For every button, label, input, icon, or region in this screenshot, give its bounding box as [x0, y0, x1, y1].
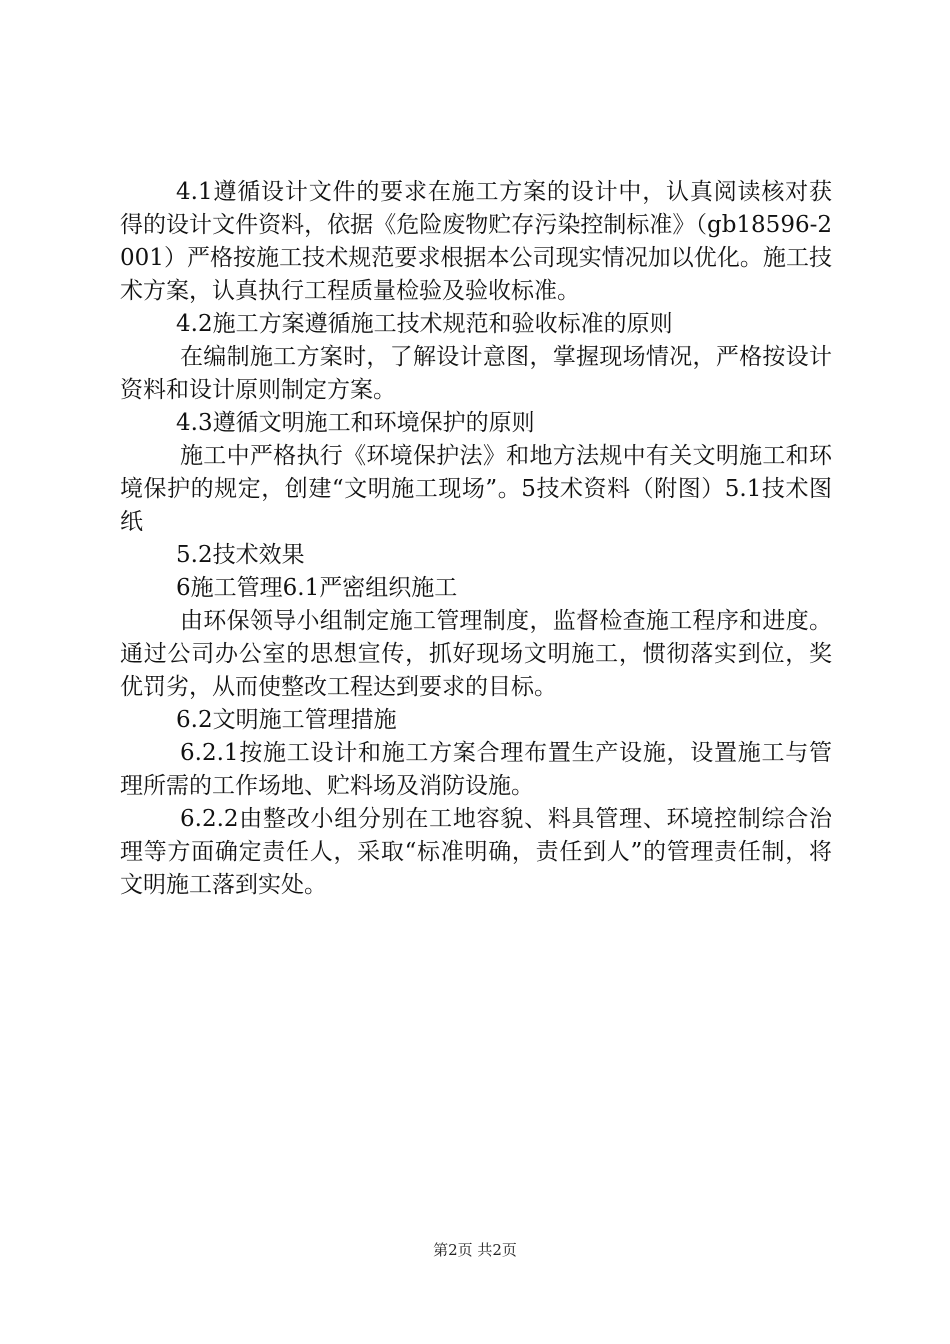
- page-number-label: 第2页 共2页: [433, 1241, 517, 1259]
- paragraph-4-3-body: 施工中严格执行《环境保护法》和地方法规中有关文明施工和环境保护的规定，创建“文明施工现场”。5技术资料（附图）5.1技术图纸: [120, 443, 832, 535]
- heading-4-3: 4.3遵循文明施工和环境保护的原则: [176, 410, 535, 436]
- paragraph-6-2-1: 6.2.1按施工设计和施工方案合理布置生产设施，设置施工与管理所需的工作场地、贮料场及消防设施。: [120, 740, 832, 799]
- heading-6-2: 6.2文明施工管理措施: [176, 707, 397, 733]
- document-body: [120, 176, 832, 902]
- heading-6-1: 6施工管理6.1严密组织施工: [176, 575, 458, 601]
- paragraph-6-1-body: 由环保领导小组制定施工管理制度，监督检查施工程序和进度。通过公司办公室的思想宣传，抓好现场文明施工，惯彻落实到位，奖优罚劣，从而使整改工程达到要求的目标。: [120, 608, 832, 700]
- heading-4-2: 4.2施工方案遵循施工技术规范和验收标准的原则: [176, 311, 673, 337]
- heading-5-2: 5.2技术效果: [176, 542, 305, 568]
- paragraph-4-2-body: 在编制施工方案时，了解设计意图，掌握现场情况，严格按设计资料和设计原则制定方案。: [120, 344, 832, 403]
- paragraph-4-1: 4.1遵循设计文件的要求在施工方案的设计中，认真阅读核对获得的设计文件资料，依据《危险废物贮存污染控制标准》（gb18596-2001）严格按施工技术规范要求根据本公司现实情况加以优化。施工技术方案，认真执行工程质量检验及验收标准。: [120, 179, 832, 304]
- paragraph-6-2-2: 6.2.2由整改小组分别在工地容貌、料具管理、环境控制综合治理等方面确定责任人，采取“标准明确，责任到人”的管理责任制，将文明施工落到实处。: [120, 806, 832, 898]
- page-footer: [0, 1240, 950, 1260]
